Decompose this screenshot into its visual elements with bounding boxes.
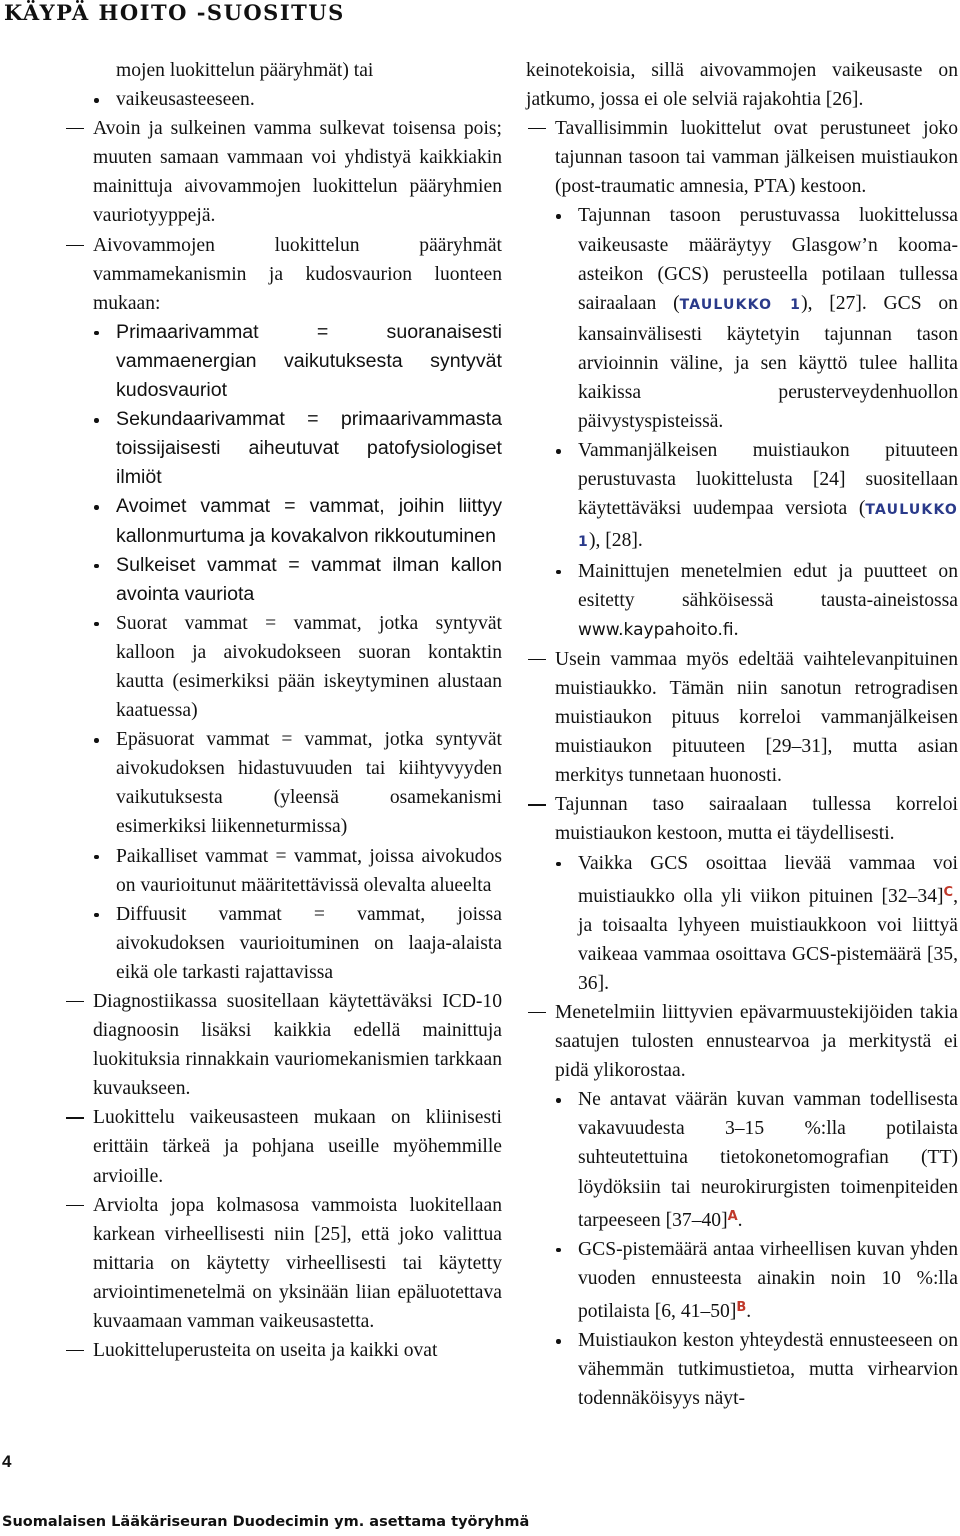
bullet-primary: Primaarivammat = suoranaisesti vammaenergian vaikutuksesta syntyvät kudosvauriot <box>64 318 502 405</box>
evidence-grade-b: B <box>736 1299 747 1315</box>
bullet-open: Avoimet vammat = vammat, joihin liittyy kallonmurtuma ja kovakalvon rikkoutuminen <box>64 492 502 550</box>
bullet-gcs-false <box>526 1235 958 1326</box>
bullet-diffuse: Diffuusit vammat = vammat, joissa aivokudoksen vaurioituminen on laaja-alaista eikä ole tarkasti rajattavissa <box>64 900 502 987</box>
bullet-wrong-end: . <box>737 1209 743 1231</box>
bullet-even-text: Vaikka GCS osoittaa lievää vammaa voi muistiaukko olla yli viikon pituinen [32–34] <box>578 852 958 907</box>
dash-often: Usein vammaa myös edeltää vaihtelevanpituinen muistiaukko. Tämän niin sanotun retrogradisen muistiaukon pituus korreloi vammanjälkeisen muistiaukon pituuteen [29–31], mutta asian merkitys tunnetaan huonosti. <box>526 645 958 790</box>
page-number: 4 <box>2 1452 12 1471</box>
bullet-gcs <box>526 201 958 436</box>
kaypahoito-link[interactable]: www.kaypahoito.fi <box>578 619 734 640</box>
dash-main-groups: Aivovammojen luokittelun pääryhmät vammamekanismin ja kudosvaurion luonteen mukaan: <box>64 231 502 318</box>
dash-third: Arviolta jopa kolmasosa vammoista luokitellaan karkean virheellisesti niin [25], että joko valittua mittaria on käytetty virheellisesti tai käytetty arviointimenetelmä on yksinään liian epäluotettava kuvaamaan vamman vaikeusastetta. <box>64 1191 502 1336</box>
bullet-pta <box>526 436 958 556</box>
page-header: KÄYPÄ HOITO -SUOSITUS <box>4 0 345 25</box>
page-footer: Suomalaisen Lääkäriseuran Duodecimin ym. asettama työryhmä <box>2 1514 530 1530</box>
bullet-wrong <box>526 1085 958 1234</box>
bullet-methods-text: Mainittujen menetelmien edut ja puutteet on esitetty sähköisessä tausta-aineistossa <box>578 560 958 611</box>
bullet-closed: Sulkeiset vammat = vammat ilman kallon avointa vauriota <box>64 551 502 609</box>
bullet-gcs-text: Tajunnan tasoon perustuvassa luokittelussa vaikeusaste määräytyy Glasgow’n kooma-asteikon (GCS) perusteella potilaan tullessa sairaalaan ( <box>578 205 958 314</box>
right-column <box>526 56 958 1413</box>
dash-level: Tajunnan taso sairaalaan tullessa korreloi muistiaukon kestoon, mutta ei täydellisesti. <box>526 790 958 848</box>
bullet-secondary: Sekundaarivammat = primaarivammasta toissijaisesti aiheutuvat patofysiologiset ilmiöt <box>64 405 502 492</box>
bullet-even <box>526 849 958 998</box>
table-1-link-b[interactable]: TAULUKKO 1 <box>578 502 958 550</box>
dash-icd: Diagnostiikassa suositellaan käytettäväksi ICD-10 diagnoosin lisäksi kaikkia edellä mainittuja luokituksia rinnakkain vauriomekanismien tarkkaan kuvaukseen. <box>64 987 502 1103</box>
dash-open-closed: Avoin ja sulkeinen vamma sulkevat toisensa pois; muuten samaan vammaan voi yhdistyä kaikkiakin mainittuja aivovammojen luokittelun pääryhmien vauriotyyppejä. <box>64 114 502 230</box>
bullet-gcs-text-end: ), [27]. GCS on kansainvälisesti käytetyin tajunnan tason arvioinnin väline, ja sen käyttö tulee hallita kaikissa perusterveydenhuollon päivystyspisteissä. <box>578 292 958 433</box>
bullet-pta-text: Vammanjälkeisen muistiaukon pituuteen perustuvasta luokittelusta [24] suositellaan käytettäväksi uudempaa versiota ( <box>578 440 958 520</box>
bullet-severity: vaikeusasteeseen. <box>64 85 502 114</box>
dash-criteria: Luokitteluperusteita on useita ja kaikki ovat <box>64 1336 502 1365</box>
bullet-direct: Suorat vammat = vammat, jotka syntyvät kalloon ja aivokudokseen suoran kontaktin kautta (esimerkiksi pään iskeytyminen alustaan kaatuessa) <box>64 609 502 725</box>
table-1-link[interactable]: TAULUKKO 1 <box>679 296 802 313</box>
left-column <box>64 56 502 1365</box>
bullet-wrong-text: Ne antavat väärän kuvan vamman todellisesta vakavuudesta 3–15 %:lla potilaista suhteutettuina tietokonetomografian (TT) löydöksiin tai neurokirurgisten toimenpiteiden tarpeeseen [37–40] <box>578 1089 958 1231</box>
evidence-grade-c: C <box>943 884 954 900</box>
bullet-indirect: Epäsuorat vammat = vammat, jotka syntyvät aivokudoksen hidastuvuuden tai kiihtyvyyden vaikutuksesta (yleensä osamekanismi esimerkiksi liikenneturmissa) <box>64 725 502 841</box>
bullet-gcs-false-text: GCS-pistemäärä antaa virheellisen kuvan yhden vuoden ennusteesta ainakin noin 10 %:lla potilaista [6, 41–50] <box>578 1238 958 1322</box>
bullet-methods <box>526 557 958 645</box>
bullet-methods-end: . <box>733 618 739 640</box>
evidence-grade-a: A <box>727 1208 738 1224</box>
bullet-local: Paikalliset vammat = vammat, joissa aivokudos on vaurioitunut määritettävissä olevalta alueelta <box>64 842 502 900</box>
dash-uncertainty: Menetelmiin liittyvien epävarmuustekijöiden takia saatujen tulosten ennustearvoa ja merkitystä ei pidä ylikorostaa. <box>526 998 958 1085</box>
bullet-continuation: mojen luokittelun pääryhmät) tai <box>116 60 374 81</box>
dash-common: Tavallisimmin luokittelut ovat perustuneet joko tajunnan tasoon tai vamman jälkeisen muistiaukon (post-traumatic amnesia, PTA) kestoon. <box>526 114 958 201</box>
paragraph-continuation: keinotekoisia, sillä aivovammojen vaikeusaste on jatkumo, jossa ei ole selviä rajakohtia [26]. <box>526 60 958 111</box>
bullet-gcs-false-end: . <box>746 1300 752 1322</box>
dash-severity: Luokittelu vaikeusasteen mukaan on kliinisesti erittäin tärkeä ja pohjana useille myöhemmille arvioille. <box>64 1103 502 1190</box>
bullet-duration: Muistiaukon keston yhteydestä ennusteeseen on vähemmän tutkimustietoa, mutta virhearvion todennäköisyys näyt- <box>526 1326 958 1413</box>
bullet-even-text-end: , ja toisaalta lyhyeen muistiaukkoon voi liittyä vaikeaa vammaa osoittava GCS-pistemäärä [35, 36]. <box>578 885 958 994</box>
bullet-pta-text-end: ), [28]. <box>588 529 643 551</box>
